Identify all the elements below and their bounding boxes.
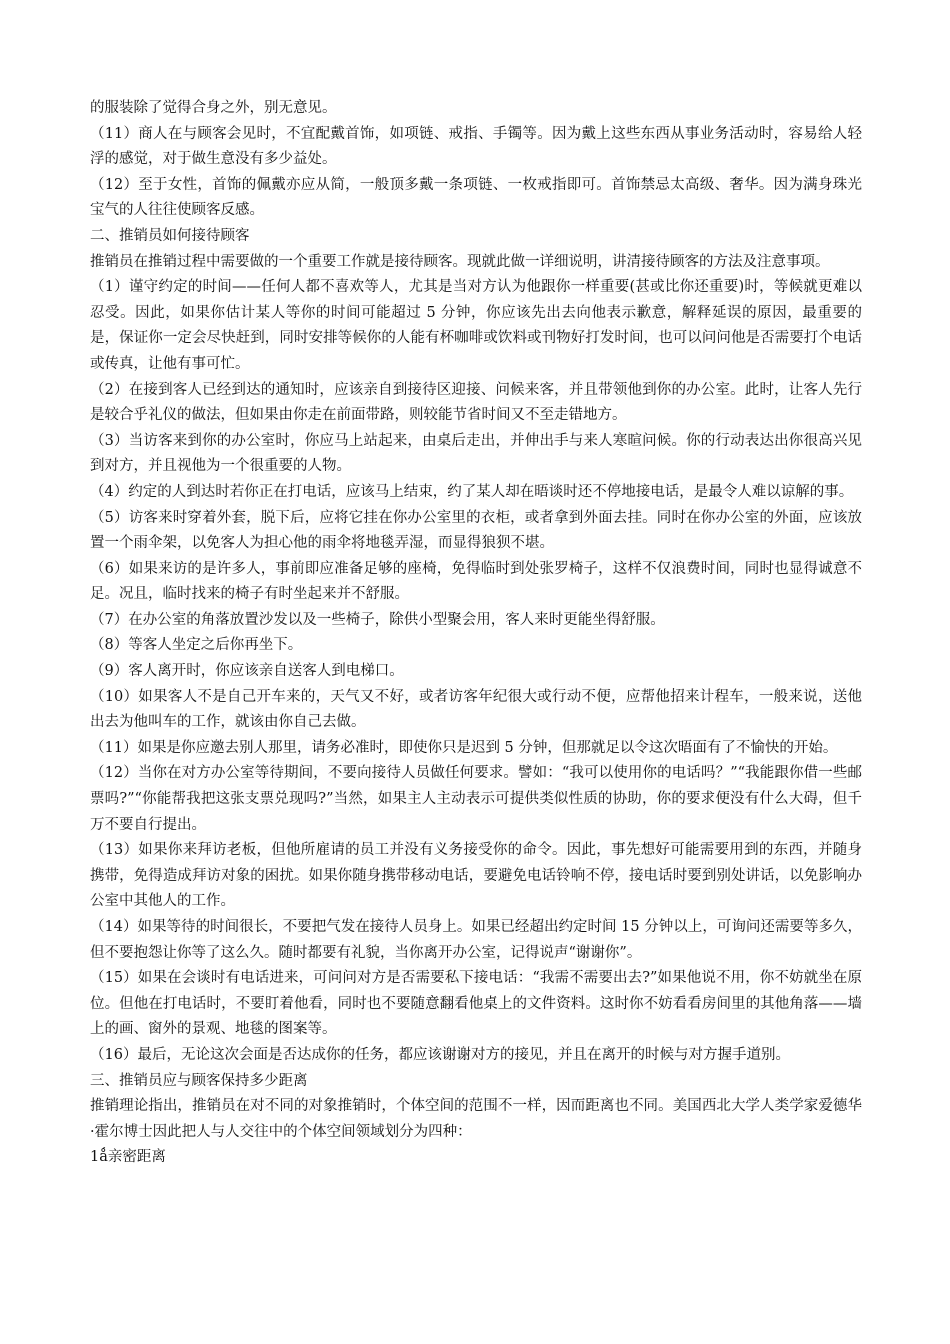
paragraph: （12）至于女性，首饰的佩戴亦应从简，一般顶多戴一条项链、一枚戒指即可。首饰禁忌太高级、奢华。因为满身珠光宝气的人往往使顾客反感。: [90, 176, 862, 219]
paragraph: （15）如果在会谈时有电话进来，可问问对方是否需要私下接电话：“我需不需要出去?”如果他说不用，你不妨就坐在原位。但他在打电话时，不要盯着他看，同时也不要随意翻看他桌上的文件资料。这时你不妨看看房间里的其他角落——墙上的画、窗外的景观、地毯的图案等。: [90, 970, 862, 1038]
paragraph: （5）访客来时穿着外套，脱下后，应将它挂在你办公室里的衣柜，或者拿到外面去挂。同时在你办公室的外面，应该放置一个雨伞架，以免客人为担心他的雨伞将地毯弄湿，而显得狼狈不堪。: [90, 509, 862, 552]
subsection-heading: 1ǻ亲密距离: [90, 1149, 166, 1166]
paragraph: （6）如果来访的是许多人，事前即应准备足够的座椅，免得临时到处张罗椅子，这样不仅浪费时间，同时也显得诚意不足。况且，临时找来的椅子有时坐起来并不舒服。: [90, 560, 862, 603]
paragraph: （4）约定的人到达时若你正在打电话，应该马上结束，约了某人却在晤谈时还不停地接电话，是最令人难以谅解的事。: [90, 483, 854, 500]
paragraph: 推销理论指出，推销员在对不同的对象推销时，个体空间的范围不一样，因而距离也不同。美国西北大学人类学家爱德华·霍尔博士因此把人与人交往中的个体空间领域划分为四种：: [90, 1098, 862, 1140]
section-heading: 二、推销员如何接待顾客: [90, 227, 250, 244]
paragraph: （13）如果你来拜访老板，但他所雇请的员工并没有义务接受你的命令。因此，事先想好可能需要用到的东西，并随身携带，免得造成拜访对象的困扰。如果你随身携带移动电话，要避免电话铃响不停，接电话时要到别处讲话，以免影响办公室中其他人的工作。: [90, 842, 862, 910]
paragraph: （9）客人离开时，你应该亲自送客人到电梯口。: [90, 663, 404, 680]
paragraph: 推销员在推销过程中需要做的一个重要工作就是接待顾客。现就此做一详细说明，讲清接待顾客的方法及注意事项。: [90, 253, 830, 270]
section-heading: 三、推销员应与顾客保持多少距离: [90, 1072, 308, 1089]
paragraph: （14）如果等待的时间很长，不要把气发在接待人员身上。如果已经超出约定时间 15 分钟以上，可询问还需要等多久，但不要抱怨让你等了这么久。随时都要有礼貌，当你离开办公室，记得说声“谢谢你”。: [90, 919, 862, 961]
paragraph: 的服装除了觉得合身之外，别无意见。: [90, 100, 337, 116]
paragraph: （10）如果客人不是自己开车来的，天气又不好，或者访客年纪很大或行动不便，应帮他招来计程车，一般来说，送他出去为他叫车的工作，就该由你自己去做。: [90, 688, 862, 731]
paragraph: （12）当你在对方办公室等待期间，不要向接待人员做任何要求。譬如：“我可以使用你的电话吗？”“我能跟你借一些邮票吗?”“你能帮我把这张支票兑现吗?”当然，如果主人主动表示可提供类似性质的协助，你的要求便没有什么大碍，但千万不要自行提出。: [90, 765, 862, 833]
document-body: [90, 96, 862, 1171]
paragraph: （2）在接到客人已经到达的通知时，应该亲自到接待区迎接、问候来客，并且带领他到你的办公室。此时，让客人先行是较合乎礼仪的做法，但如果由你走在前面带路，则较能节省时间又不至走错地方。: [90, 381, 862, 424]
paragraph: （8）等客人坐定之后你再坐下。: [90, 637, 303, 654]
paragraph: （7）在办公室的角落放置沙发以及一些椅子，除供小型聚会用，客人来时更能坐得舒服。: [90, 611, 665, 628]
paragraph: （3）当访客来到你的办公室时，你应马上站起来，由桌后走出，并伸出手与来人寒暄问候。你的行动表达出你很高兴见到对方，并且视他为一个很重要的人物。: [90, 432, 862, 475]
paragraph: （11）商人在与顾客会见时，不宜配戴首饰，如项链、戒指、手镯等。因为戴上这些东西从事业务活动时，容易给人轻浮的感觉，对于做生意没有多少益处。: [90, 125, 862, 168]
paragraph: （11）如果是你应邀去别人那里，请务必准时，即使你只是迟到 5 分钟，但那就足以令这次晤面有了不愉快的开始。: [90, 739, 838, 756]
paragraph: （1）谨守约定的时间——任何人都不喜欢等人，尤其是当对方认为他跟你一样重要(甚或比你还重要)时，等候就更难以忍受。因此，如果你估计某人等你的时间可能超过 5 分钟，你应该先出去向他表示歉意，解释延误的原因，最重要的是，保证你一定会尽快赶到，同时安排等候你的人能有杯咖啡或饮料或刊物好打发时间，也可以问问他是否需要打个电话或传真，让他有事可忙。: [90, 279, 862, 372]
paragraph: （16）最后，无论这次会面是否达成你的任务，都应该谢谢对方的接见，并且在离开的时候与对方握手道别。: [90, 1046, 790, 1063]
